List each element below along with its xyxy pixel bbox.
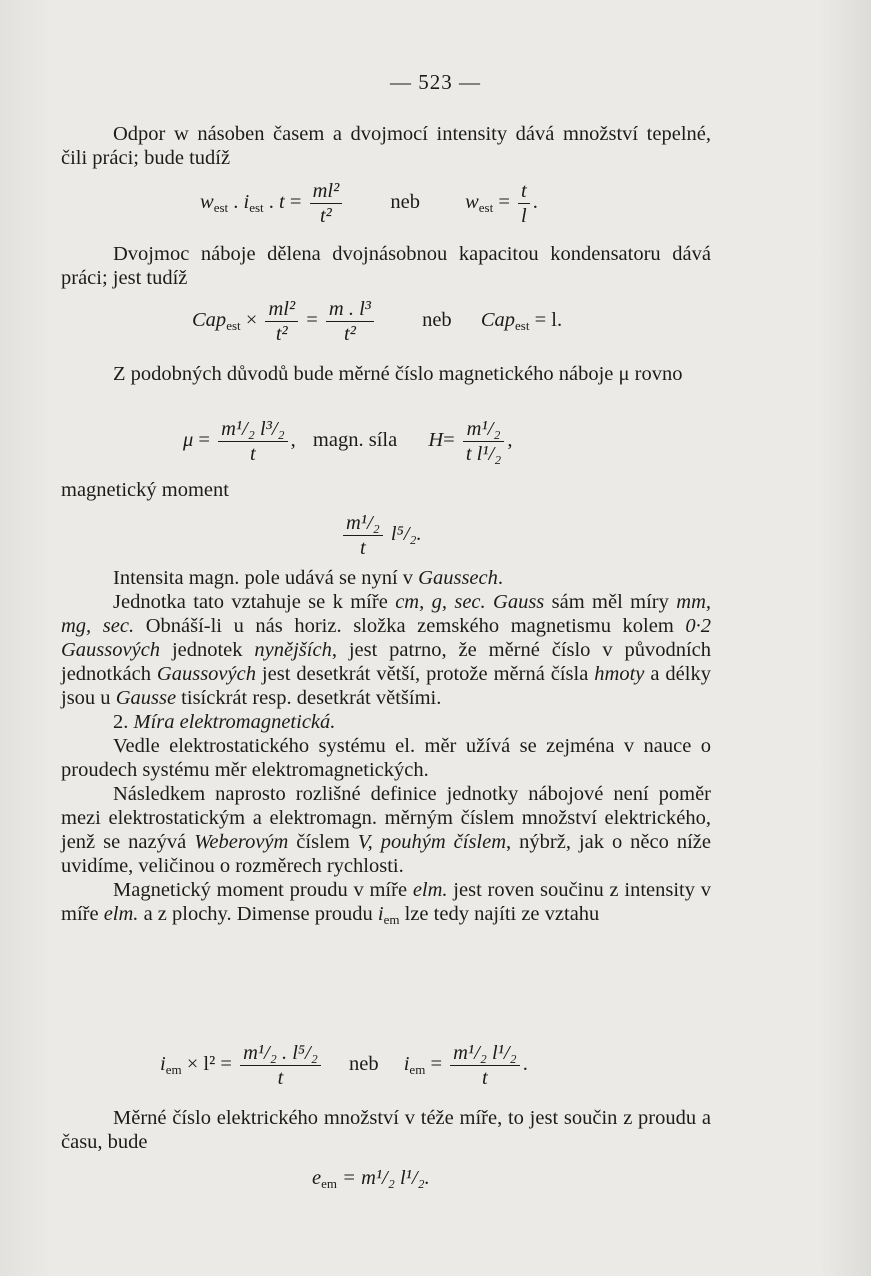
equation-5: $i_{em} \times l^2$ = $\frac{\text{m¹/₂ . l⁵/₂}}{t}$ neb $i_{em}$ = $\frac{\text{m¹/₂ l¹/₂}}{t}$ . [160,1042,528,1089]
fraction: $\frac{\text{m¹/₂ . l⁵/₂}}{t}$ [240,1042,321,1089]
section-heading: 2. Míra elektromagnetická. [113,711,336,733]
paragraph-5-6: Intensita magn. pole udává se nyní v Gaussech. Jednotka tato vztahuje se k míře cm, g, sec. Gauss sám měl míry mm, mg, sec. Obnáší-li u nás horiz. složka zemského magnetismu kolem 0·2 Gaussových jednotek nynějších, jest patrno, že měrné číslo v původních jednotkách Gaussových jest desetkrát větší, protože měrná čísla hmoty a délky jsou u Gausse tisíckrát resp. desetkrát většími. 2. Míra elektromagnetická. Vedle elektrostatického systému el. měr užívá se zejména v nauce o proudech systému měr elektromagnetických. Následkem naprosto rozlišné definice jednotky nábojové není poměr mezi elektrostatickým a elektromagn. měrným číslem množství elektrického, jenž se nazývá Weberovým číslem V, pouhým číslem, nýbrž, jak o něco níže uvidíme, veličinou o rozměrech rychlosti. Magnetický moment proudu v míře elm. jest roven součinu z intensity v míře elm. a z plochy. Dimense proudu $i_{em}$ lze tedy najíti ze vztahu [61,567,712,927]
paragraph-2: Dvojmoc náboje dělena dvojnásobnou kapacitou kondensatoru dává práci; jest tudíž [61,243,711,289]
paragraph-3: Z podobných důvodů bude měrné číslo magnetického náboje μ rovno [113,363,683,385]
paragraph-4: magnetický moment [61,479,229,501]
fraction: $\frac{t}{l}$ [518,180,530,227]
equation-4: $\frac{\text{m¹/₂}}{t}$ l⁵/₂. [340,512,422,559]
page-number: — 523 — [390,70,481,94]
fraction: $\frac{\text{m¹/₂ l¹/₂}}{t}$ [450,1042,520,1089]
paragraph-1: Odpor w násoben časem a dvojmocí intensity dává množství tepelné, čili práci; bude tudíž [61,123,711,169]
equation-3: μ = $\frac{\text{m¹/₂ l³/₂}}{t}$ , magn. síla H= $\frac{\text{m¹/₂}}{\text{t l¹/₂}}$ , [183,418,513,465]
equation-1: $w_{est}$ . $i_{est}$ . t = $\frac{\text{ml²}}{\text{t²}}$ neb $w_{est}$ = $\frac{t}{l}$ . [200,180,538,227]
equation-2: Cap$_{est}$ × $\frac{\text{ml²}}{\text{t²}}$ = $\frac{\text{m . l³}}{\text{t²}}$ neb Cap$_{est}$ = l. [192,298,563,345]
fraction: $\frac{\text{m¹/₂ l³/₂}}{t}$ [218,418,288,465]
fraction: $\frac{\text{m¹/₂}}{t}$ [343,512,383,559]
equation-6: $e_{em} = m^1/_2$ l¹/₂. [312,1167,430,1191]
fraction: $\frac{\text{m . l³}}{\text{t²}}$ [326,298,374,345]
fraction: $\frac{\text{ml²}}{\text{t²}}$ [310,180,343,227]
fraction: $\frac{\text{ml²}}{\text{t²}}$ [265,298,298,345]
fraction: $\frac{\text{m¹/₂}}{\text{t l¹/₂}}$ [463,418,505,465]
paragraph-10: Měrné číslo elektrického množství v téže míře, to jest součin z proudu a času, bude [61,1107,711,1153]
